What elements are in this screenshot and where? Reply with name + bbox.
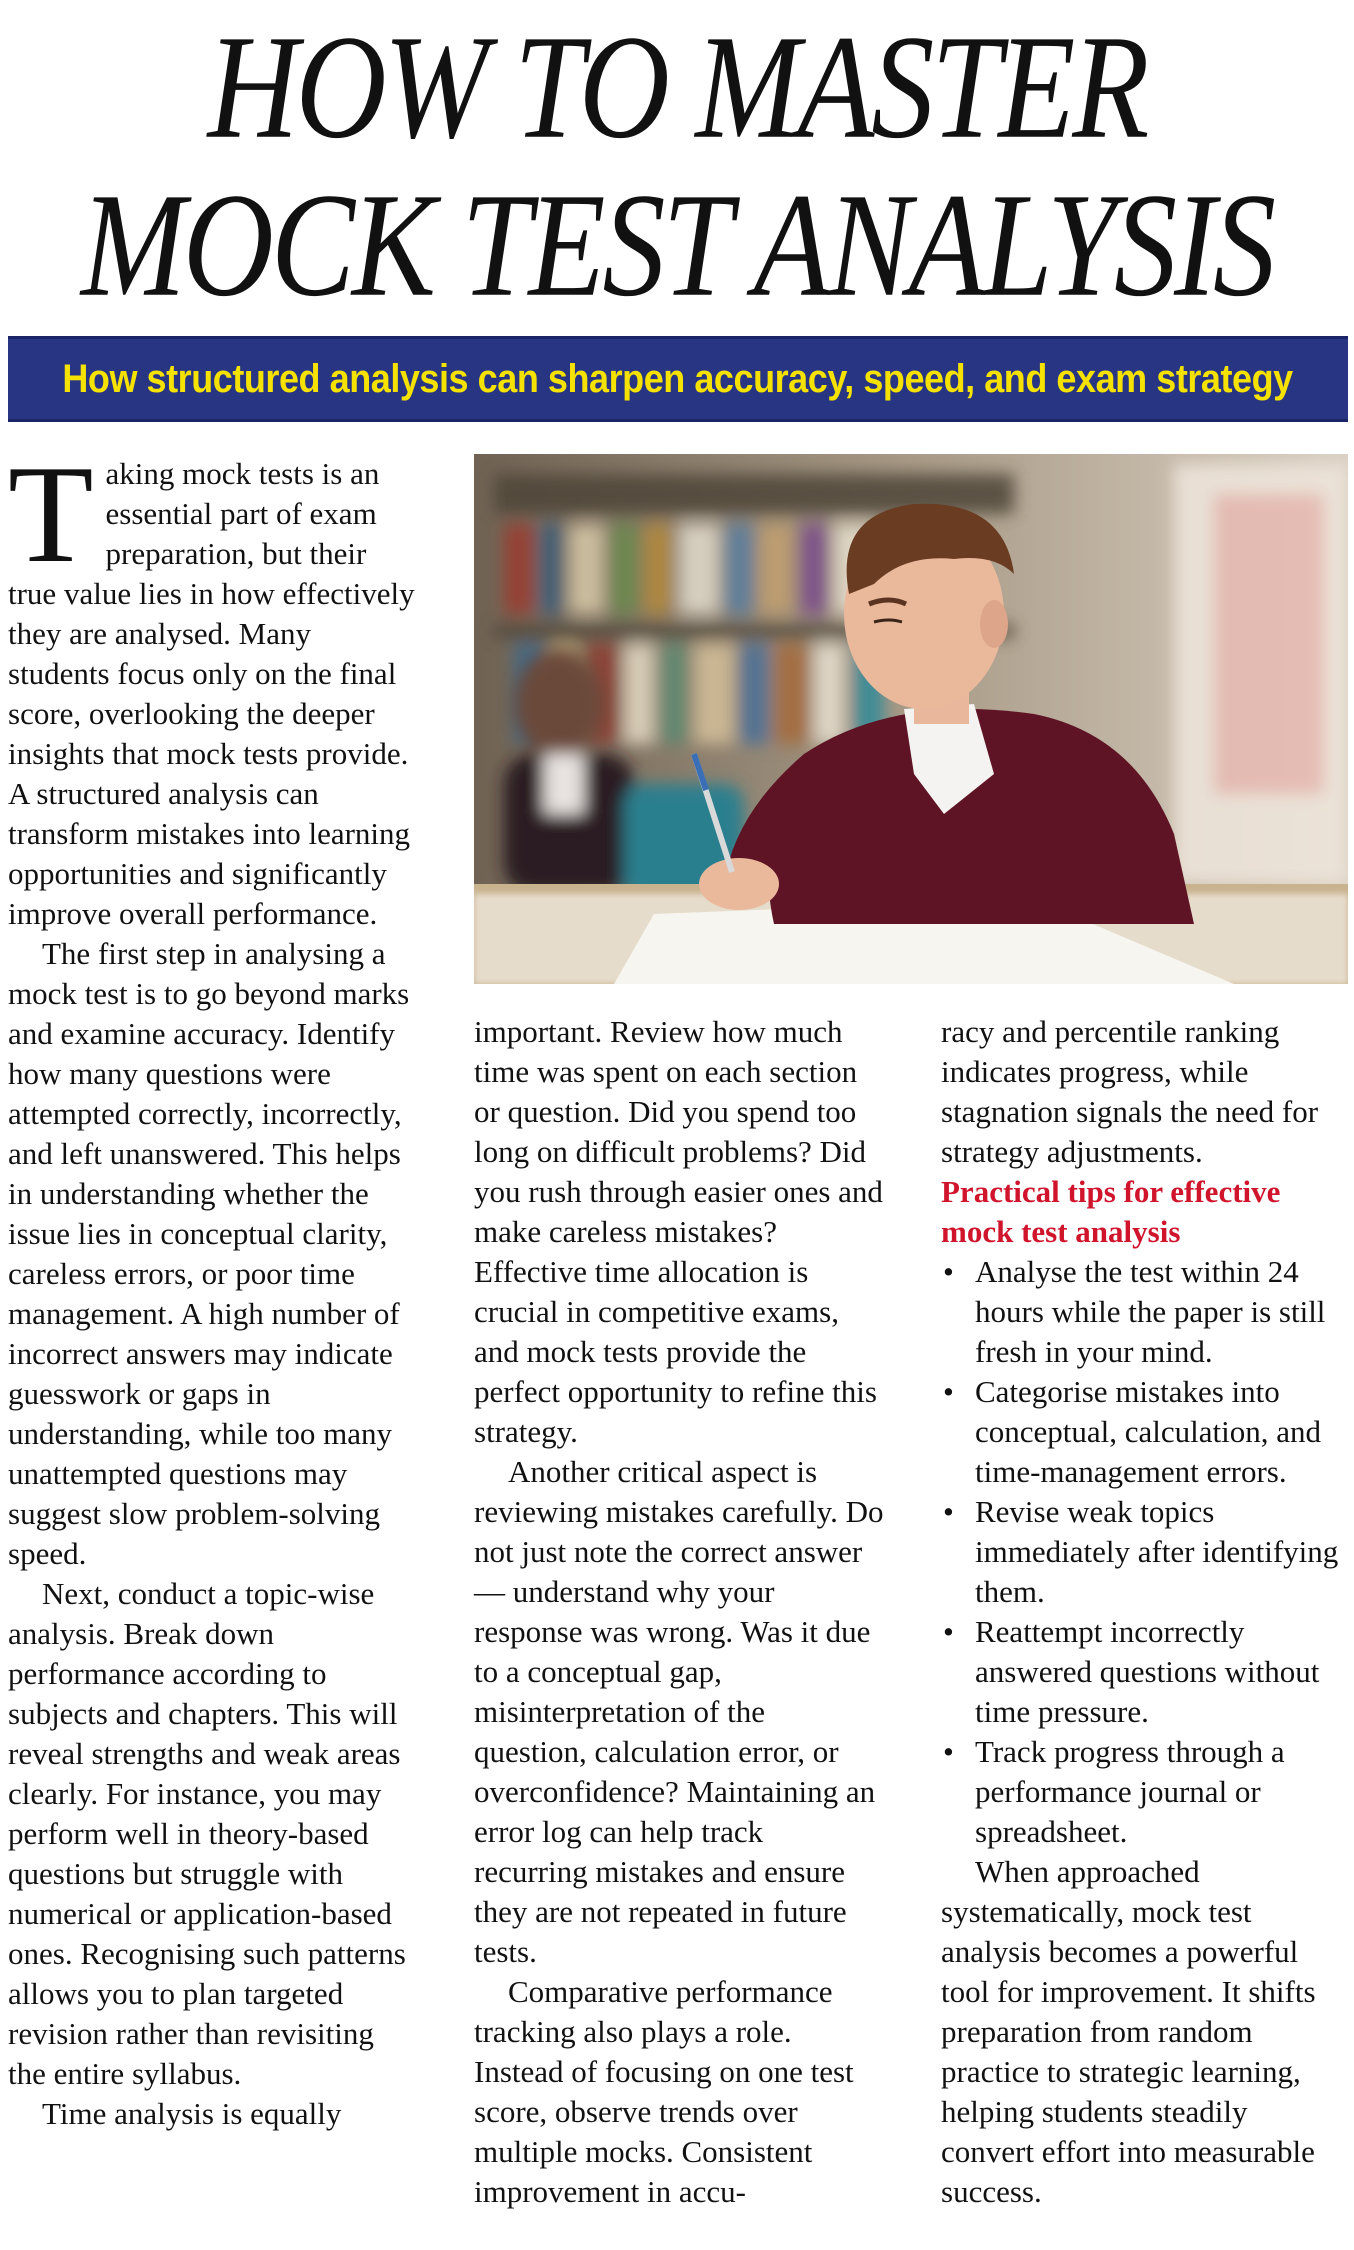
tips-heading: Practical tips for effective mock test analysis — [941, 1174, 1281, 1249]
paragraph-conclusion: When approached systematically, mock test analysis becomes a powerful tool for improvement. It shifts preparation from random practice to strategic learning, helping students steadily convert effort into measurable success. — [941, 1854, 1316, 2209]
bullet-icon: • — [943, 1374, 954, 1409]
tip-text: Revise weak topics immediately after identifying them. — [975, 1494, 1339, 1609]
intro-paragraph — [8, 437, 418, 934]
article-column-2 — [474, 1012, 884, 2212]
paragraph-comparative-cont: racy and percentile ranking indicates progress, while stagnation signals the need for strategy adjustments. — [941, 1014, 1319, 1169]
subtitle-text: How structured analysis can sharpen accuracy, speed, and exam strategy — [62, 356, 1294, 401]
subtitle-banner — [8, 336, 1348, 422]
tip-item — [941, 1612, 1346, 1732]
bullet-icon: • — [943, 1734, 954, 1769]
photo-illustration — [474, 454, 1348, 984]
article-column-1 — [8, 437, 418, 2134]
intro-text: aking mock tests is an essential part of exam preparation, but their true value lies in how effectively they are analysed. Many students focus only on the final score, overlooking the deeper insights that mock tests provide. A structured analysis can transform mistakes into learning opportunities and significantly improve overall performance. — [8, 456, 415, 931]
bullet-icon: • — [943, 1494, 954, 1529]
tip-text: Track progress through a performance journal or spreadsheet. — [975, 1734, 1285, 1849]
paragraph-time-cont: important. Review how much time was spent on each section or question. Did you spend too long on difficult problems? Did you rush through easier ones and make careless mistakes? Effective time allocation is crucial in competitive exams, and mock tests provide the perfect opportunity to refine this strategy. — [474, 1014, 883, 1449]
bullet-icon: • — [943, 1614, 954, 1649]
article-column-3 — [941, 1012, 1346, 2212]
tip-item — [941, 1732, 1346, 1852]
headline — [0, 0, 1354, 330]
tip-text: Reattempt incorrectly answered questions without time pressure. — [975, 1614, 1320, 1729]
paragraph-time-start: Time analysis is equally — [42, 2096, 342, 2131]
headline-line-1: HOW TO MASTER — [207, 5, 1147, 170]
tip-item — [941, 1372, 1346, 1492]
tip-text: Categorise mistakes into conceptual, calculation, and time-management errors. — [975, 1374, 1322, 1489]
student-writing-exam-photo — [474, 454, 1348, 984]
paragraph-comparative-start: Comparative performance tracking also plays a role. Instead of focusing on one test score, observe trends over multiple mocks. Consistent improvement in accu- — [474, 1974, 854, 2209]
paragraph-accuracy: The first step in analysing a mock test is to go beyond marks and examine accuracy. Identify how many questions were attempted correctly, incorrectly, and left unanswered. This helps in understanding whether the issue lies in conceptual clarity, careless errors, or poor time management. A high number of incorrect answers may indicate guesswork or gaps in understanding, while too many unattempted questions may suggest slow problem-solving speed. — [8, 936, 410, 1571]
tip-item — [941, 1492, 1346, 1612]
paragraph-topic-wise: Next, conduct a topic-wise analysis. Break down performance according to subjects and chapters. This will reveal strengths and weak areas clearly. For instance, you may perform well in theory-based questions but struggle with numerical or application-based ones. Recognising such patterns allows you to plan targeted revision rather than revisiting the entire syllabus. — [8, 1576, 406, 2091]
tip-text: Analyse the test within 24 hours while the paper is still fresh in your mind. — [975, 1254, 1326, 1369]
dropcap: T — [8, 437, 94, 592]
tip-item — [941, 1252, 1346, 1372]
tips-list — [941, 1252, 1346, 1852]
headline-line-2: MOCK TEST ANALYSIS — [80, 163, 1274, 328]
paragraph-mistakes: Another critical aspect is reviewing mistakes carefully. Do not just note the correct answer — understand why your response was wrong. Was it due to a conceptual gap, misinterpretation of the question, calculation error, or overconfidence? Maintaining an error log can help track recurring mistakes and ensure they are not repeated in future tests. — [474, 1454, 884, 1969]
bullet-icon: • — [943, 1254, 954, 1289]
